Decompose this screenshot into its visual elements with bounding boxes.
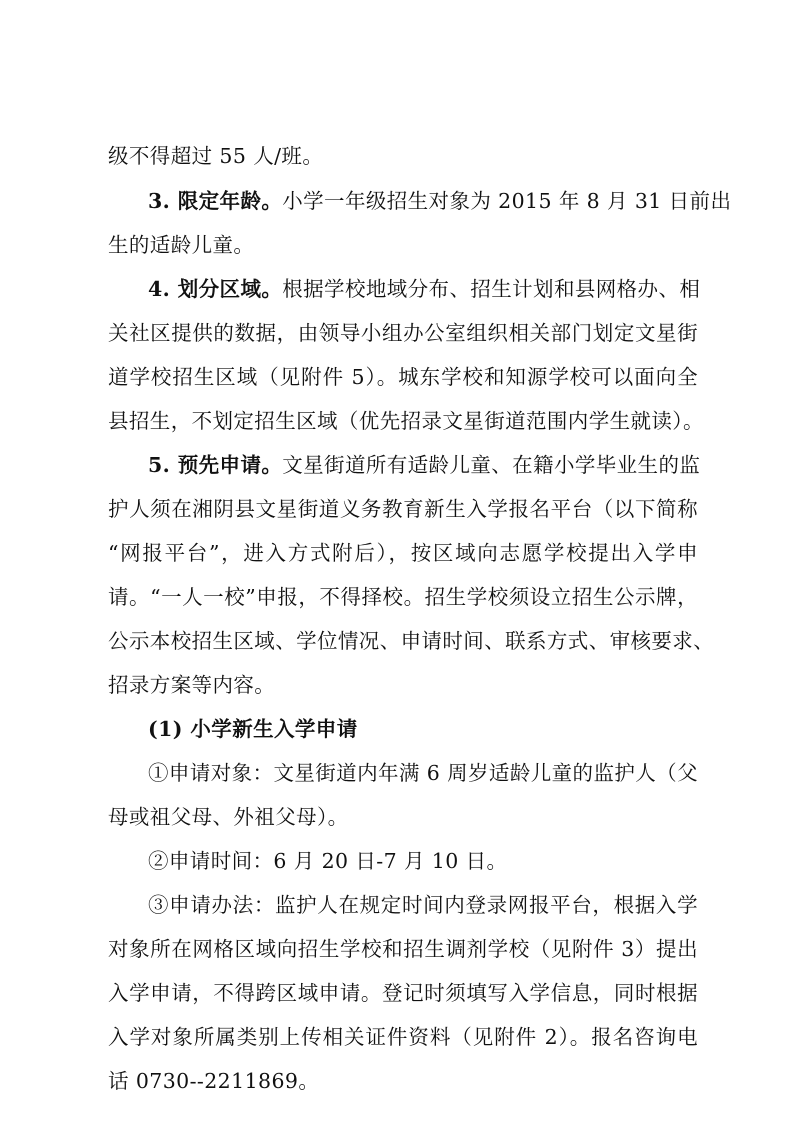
item4-text: 根据学校地域分布、招生计划和县网格办、相	[282, 277, 701, 301]
item5-line-1	[148, 452, 701, 478]
text-span: 入学对象所属类别上传相关证件资料（见附件 2）。报名咨询电	[108, 1025, 698, 1049]
text-span: 对象所在网格区域向招生学校和招生调剂学校（见附件 3）提出	[108, 937, 698, 961]
sub1-method-line-2	[108, 936, 698, 962]
sub1-method-line-3	[108, 980, 698, 1006]
sub1-target-line-1	[148, 760, 698, 786]
sub1-method-line-5	[108, 1068, 698, 1094]
text-span: 级不得超过 55 人/班。	[108, 144, 324, 168]
text-span: 入学申请，不得跨区域申请。登记时须填写入学信息，同时根据	[108, 981, 698, 1005]
section-heading: (1) 小学新生入学申请	[148, 717, 358, 741]
text-span: 招录方案等内容。	[108, 673, 276, 697]
item5-heading: 5. 预先申请。	[148, 453, 283, 477]
item4-heading: 4. 划分区域。	[148, 277, 283, 301]
text-span: 生的适龄儿童。	[108, 233, 255, 257]
sub1-time-line	[148, 848, 698, 874]
sub1-method-line-4	[108, 1024, 698, 1050]
item5-line-5	[108, 628, 715, 654]
item5-text: 文星街道所有适龄儿童、在籍小学毕业生的监	[282, 453, 701, 477]
text-span: 道学校招生区域（见附件 5）。城东学校和知源学校可以面向全	[108, 365, 698, 389]
text-span: ①申请对象：文星街道内年满 6 周岁适龄儿童的监护人（父	[148, 761, 698, 785]
sub1-target-line-2	[108, 804, 698, 830]
text-span: 县招生，不划定招生区域（优先招录文星街道范围内学生就读）。	[108, 409, 704, 433]
item5-line-3	[108, 540, 698, 566]
text-span: 请。“一人一校”申报，不得择校。招生学校须设立招生公示牌，	[108, 585, 698, 609]
item4-line-4	[108, 408, 704, 434]
sub1-method-line-1	[148, 892, 698, 918]
item5-line-6	[108, 672, 698, 698]
text-span: 关社区提供的数据，由领导小组办公室组织相关部门划定文星街	[108, 321, 698, 345]
item3-line-1	[148, 188, 732, 214]
item4-line-1	[148, 276, 701, 302]
text-span: 话 0730--2211869。	[108, 1069, 320, 1093]
paragraph-line	[108, 143, 698, 169]
sub1-heading	[148, 716, 698, 742]
item5-line-2	[108, 496, 698, 522]
item3-text: 小学一年级招生对象为 2015 年 8 月 31 日前出	[282, 189, 732, 213]
item3-line-2	[108, 232, 698, 258]
item4-line-2	[108, 320, 698, 346]
item5-line-4	[108, 584, 698, 610]
text-span: 护人须在湘阴县文星街道义务教育新生入学报名平台（以下简称	[108, 497, 698, 521]
text-span: ③申请办法：监护人在规定时间内登录网报平台，根据入学	[148, 893, 698, 917]
text-span: ②申请时间：6 月 20 日-7 月 10 日。	[148, 849, 508, 873]
item4-line-3	[108, 364, 698, 390]
text-span: 母或祖父母、外祖父母）。	[108, 805, 349, 829]
item3-heading: 3. 限定年龄。	[148, 189, 283, 213]
text-span: “网报平台”，进入方式附后），按区域向志愿学校提出入学申	[108, 541, 698, 565]
text-span: 公示本校招生区域、学位情况、申请时间、联系方式、审核要求、	[108, 629, 715, 653]
